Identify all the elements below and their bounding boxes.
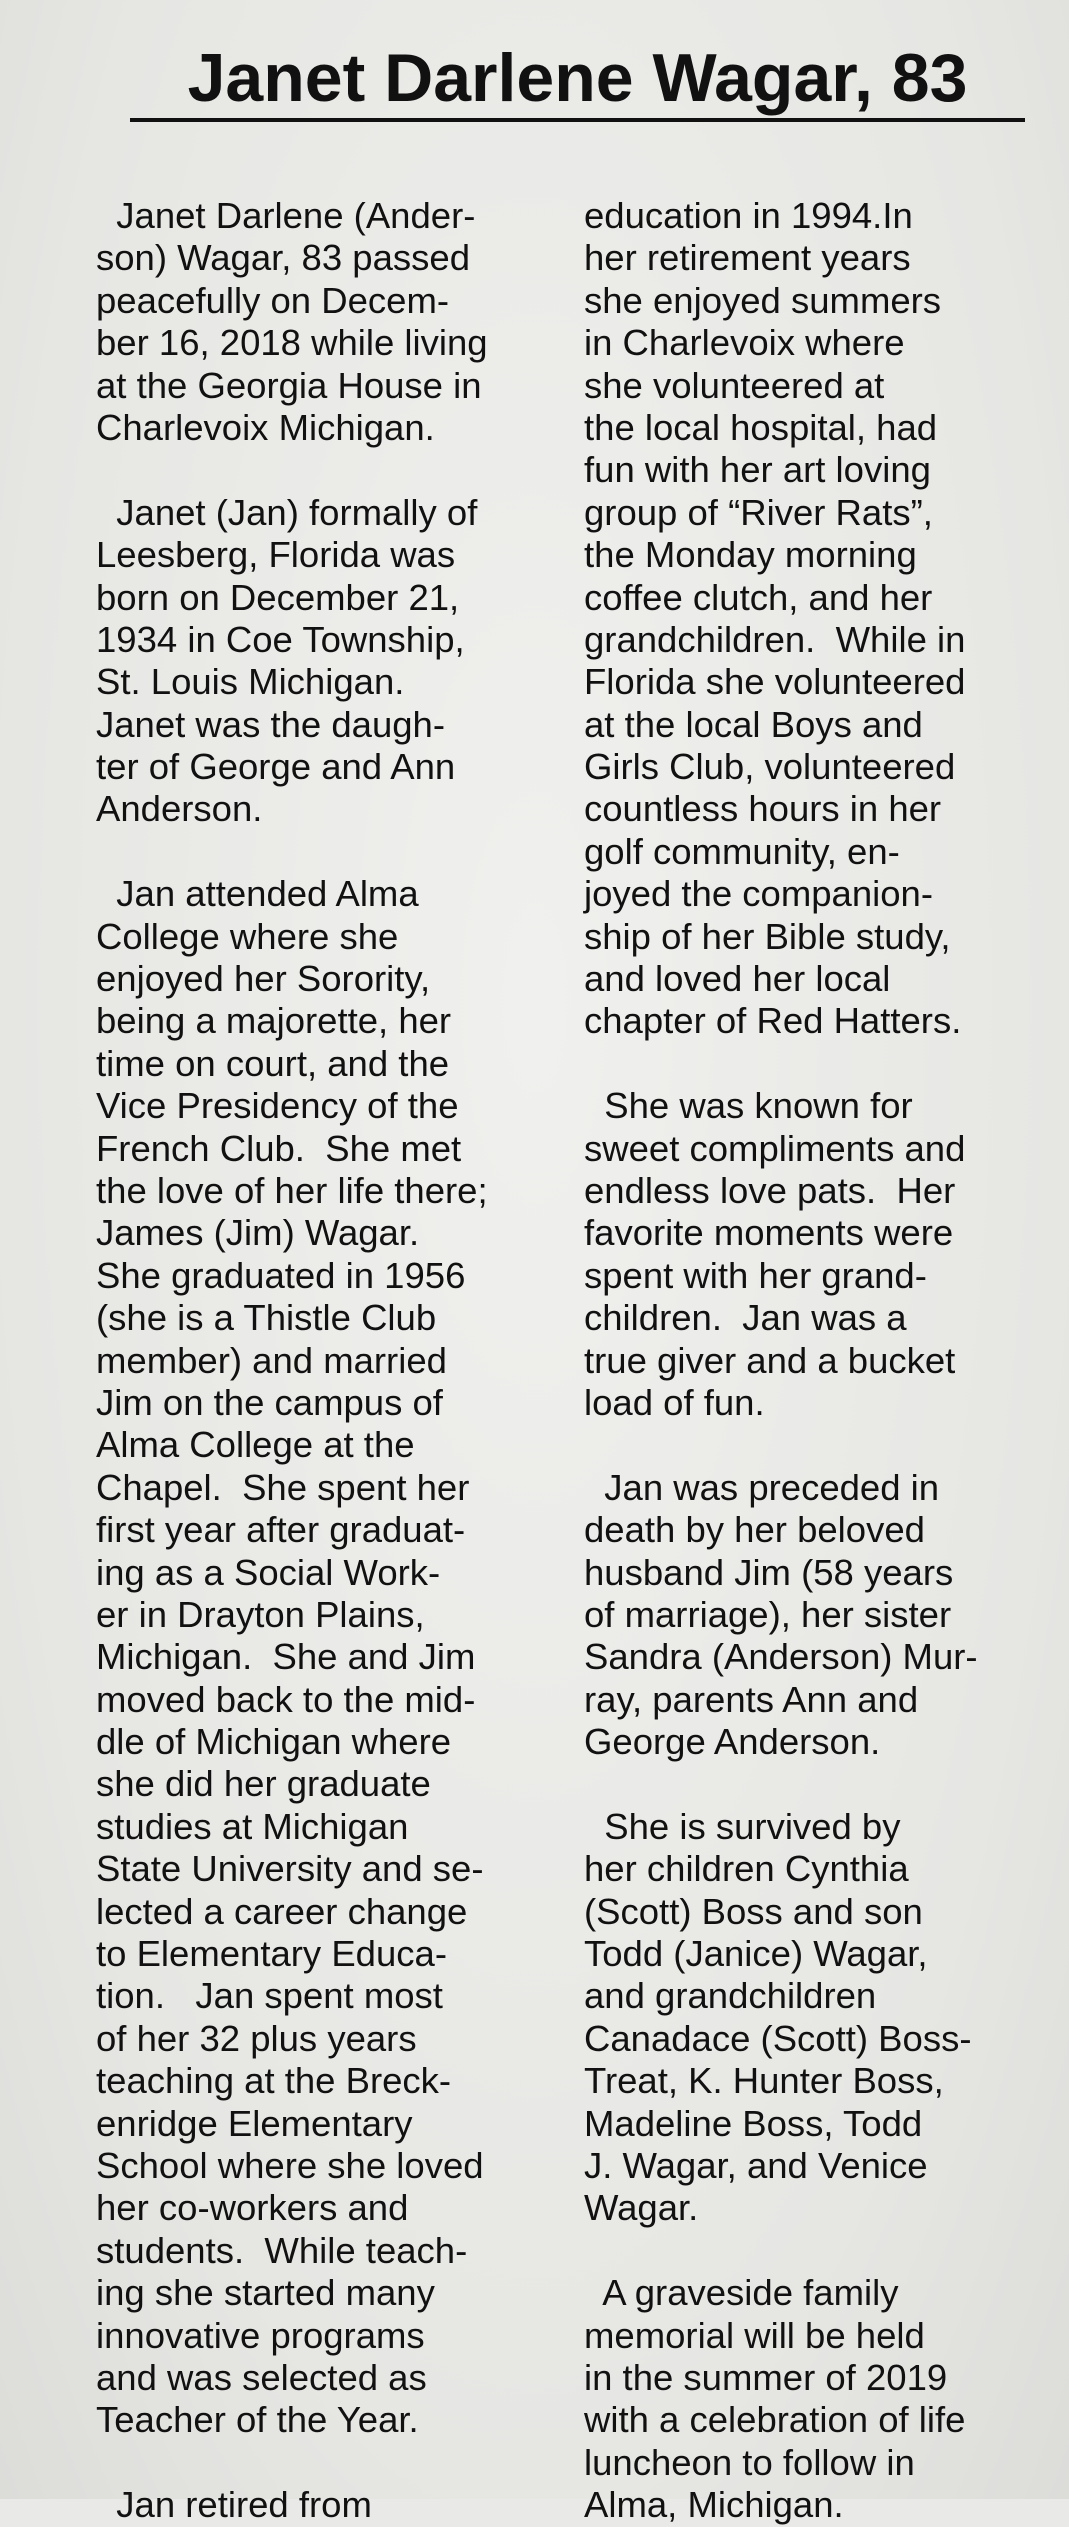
text-line: her children Cynthia bbox=[584, 1848, 909, 1890]
text-line: chapter of Red Hatters. bbox=[584, 1000, 962, 1042]
text-line: innovative programs bbox=[96, 2314, 425, 2356]
paragraph-gap bbox=[584, 1424, 1054, 1466]
text-line: She was known for bbox=[584, 1085, 913, 1127]
text-line: peacefully on Decem- bbox=[96, 279, 450, 321]
text-line: Canadace (Scott) Boss- bbox=[584, 2017, 972, 2059]
paragraph-gap bbox=[584, 1763, 1054, 1805]
text-line: husband Jim (58 years bbox=[584, 1551, 954, 1593]
text-line: she enjoyed summers bbox=[584, 279, 942, 321]
text-line: the love of her life there; bbox=[96, 1169, 488, 1211]
text-line: education in 1994.In bbox=[584, 195, 913, 236]
text-line: the Monday morning bbox=[584, 534, 917, 576]
text-line: fun with her art loving bbox=[584, 449, 931, 491]
text-line: A graveside family bbox=[584, 2272, 899, 2314]
text-line: enridge Elementary bbox=[96, 2102, 413, 2144]
text-line: and loved her local bbox=[584, 958, 891, 1000]
text-line: golf community, en- bbox=[584, 830, 900, 872]
text-line: and was selected as bbox=[96, 2356, 427, 2398]
text-line: dle of Michigan where bbox=[96, 1721, 452, 1763]
text-line: St. Louis Michigan. bbox=[96, 661, 405, 703]
text-line: in Charlevoix where bbox=[584, 322, 905, 364]
text-line: Janet Darlene (Ander- bbox=[96, 195, 476, 236]
text-line: 1934 in Coe Township, bbox=[96, 618, 465, 660]
text-line: group of “River Rats”, bbox=[584, 491, 933, 533]
text-line: ship of her Bible study, bbox=[584, 915, 951, 957]
text-line: moved back to the mid- bbox=[96, 1678, 476, 1720]
text-line: (she is a Thistle Club bbox=[96, 1297, 437, 1339]
paragraph-gap bbox=[96, 449, 566, 491]
text-line: Vice Presidency of the bbox=[96, 1085, 459, 1127]
text-line: luncheon to follow in bbox=[584, 2441, 915, 2483]
text-line: time on court, and the bbox=[96, 1042, 450, 1084]
text-line: Wagar. bbox=[584, 2187, 699, 2229]
text-line: to Elementary Educa- bbox=[96, 1933, 447, 1975]
text-line: Alma College at the bbox=[96, 1424, 415, 1466]
text-line: first year after graduat- bbox=[96, 1509, 466, 1551]
text-line: Michigan. She and Jim bbox=[96, 1636, 476, 1678]
text-line: being a majorette, her bbox=[96, 1000, 452, 1042]
text-line: George Anderson. bbox=[584, 1721, 881, 1763]
text-line: State University and se- bbox=[96, 1848, 484, 1890]
text-line: Jan was preceded in bbox=[584, 1466, 940, 1508]
text-line: she volunteered at bbox=[584, 364, 885, 406]
paragraph-gap bbox=[96, 831, 566, 873]
text-line: tion. Jan spent most bbox=[96, 1975, 443, 2017]
text-line: Leesberg, Florida was bbox=[96, 534, 456, 576]
text-line: ber 16, 2018 while living bbox=[96, 322, 488, 364]
text-line: her retirement years bbox=[584, 237, 911, 279]
text-line: joyed the companion- bbox=[584, 873, 933, 915]
text-line: ray, parents Ann and bbox=[584, 1678, 919, 1720]
text-line: Todd (Janice) Wagar, bbox=[584, 1933, 928, 1975]
text-line: spent with her grand- bbox=[584, 1254, 927, 1296]
text-line: School where she loved bbox=[96, 2144, 484, 2186]
text-line: with a celebration of life bbox=[584, 2399, 966, 2441]
text-line: coffee clutch, and her bbox=[584, 576, 933, 618]
text-line: and grandchildren bbox=[584, 1975, 877, 2017]
text-line: load of fun. bbox=[584, 1381, 765, 1423]
text-line: enjoyed her Sorority, bbox=[96, 958, 431, 1000]
text-line: Alma, Michigan. bbox=[584, 2484, 844, 2526]
paragraph-gap bbox=[96, 2442, 566, 2484]
text-line: (Scott) Boss and son bbox=[584, 1890, 923, 1932]
text-line: her co-workers and bbox=[96, 2187, 409, 2229]
text-line: Teacher of the Year. bbox=[96, 2399, 419, 2441]
text-line: er in Drayton Plains, bbox=[96, 1593, 425, 1635]
text-line: Anderson. bbox=[96, 788, 263, 830]
text-line: at the Georgia House in bbox=[96, 364, 482, 406]
obituary-headline: Janet Darlene Wagar, 83 bbox=[130, 38, 1025, 122]
text-line: studies at Michigan bbox=[96, 1805, 409, 1847]
text-line: endless love pats. Her bbox=[584, 1169, 956, 1211]
text-line: She is survived by bbox=[584, 1805, 901, 1847]
text-line: Girls Club, volunteered bbox=[584, 746, 956, 788]
text-line: Florida she volunteered bbox=[584, 661, 966, 703]
text-line: Sandra (Anderson) Mur- bbox=[584, 1636, 978, 1678]
text-line: sweet compliments and bbox=[584, 1127, 966, 1169]
text-line: Janet (Jan) formally of bbox=[96, 491, 478, 533]
text-line: ing as a Social Work- bbox=[96, 1551, 441, 1593]
text-line: students. While teach- bbox=[96, 2229, 468, 2271]
text-line: College where she bbox=[96, 915, 399, 957]
text-line: ing she started many bbox=[96, 2272, 435, 2314]
text-line: favorite moments were bbox=[584, 1212, 954, 1254]
left-column bbox=[96, 195, 566, 2526]
text-line: grandchildren. While in bbox=[584, 618, 966, 660]
text-line: Jim on the campus of bbox=[96, 1381, 443, 1423]
text-line: born on December 21, bbox=[96, 576, 460, 618]
text-line: at the local Boys and bbox=[584, 703, 923, 745]
text-line: in the summer of 2019 bbox=[584, 2356, 948, 2398]
text-line: of marriage), her sister bbox=[584, 1593, 952, 1635]
right-column bbox=[584, 195, 1054, 2526]
text-line: true giver and a bucket bbox=[584, 1339, 956, 1381]
text-line: the local hospital, had bbox=[584, 406, 938, 448]
text-line: She graduated in 1956 bbox=[96, 1254, 466, 1296]
text-line: of her 32 plus years bbox=[96, 2017, 417, 2059]
text-line: she did her graduate bbox=[96, 1763, 431, 1805]
text-line: son) Wagar, 83 passed bbox=[96, 237, 471, 279]
text-line: Jan retired from bbox=[96, 2484, 372, 2526]
text-line: Charlevoix Michigan. bbox=[96, 406, 435, 448]
text-line: Janet was the daugh- bbox=[96, 703, 446, 745]
text-line: children. Jan was a bbox=[584, 1297, 907, 1339]
text-line: James (Jim) Wagar. bbox=[96, 1212, 420, 1254]
text-line: lected a career change bbox=[96, 1890, 468, 1932]
text-line: Treat, K. Hunter Boss, bbox=[584, 2060, 944, 2102]
text-line: memorial will be held bbox=[584, 2314, 925, 2356]
text-line: teaching at the Breck- bbox=[96, 2060, 452, 2102]
text-line: countless hours in her bbox=[584, 788, 942, 830]
paragraph-gap bbox=[584, 2230, 1054, 2272]
text-line: Chapel. She spent her bbox=[96, 1466, 470, 1508]
text-line: member) and married bbox=[96, 1339, 447, 1381]
paragraph-gap bbox=[584, 1043, 1054, 1085]
text-line: Jan attended Alma bbox=[96, 873, 419, 915]
text-line: death by her beloved bbox=[584, 1509, 925, 1551]
text-line: ter of George and Ann bbox=[96, 746, 456, 788]
text-line: Madeline Boss, Todd bbox=[584, 2102, 923, 2144]
text-line: J. Wagar, and Venice bbox=[584, 2144, 928, 2186]
text-line: French Club. She met bbox=[96, 1127, 462, 1169]
